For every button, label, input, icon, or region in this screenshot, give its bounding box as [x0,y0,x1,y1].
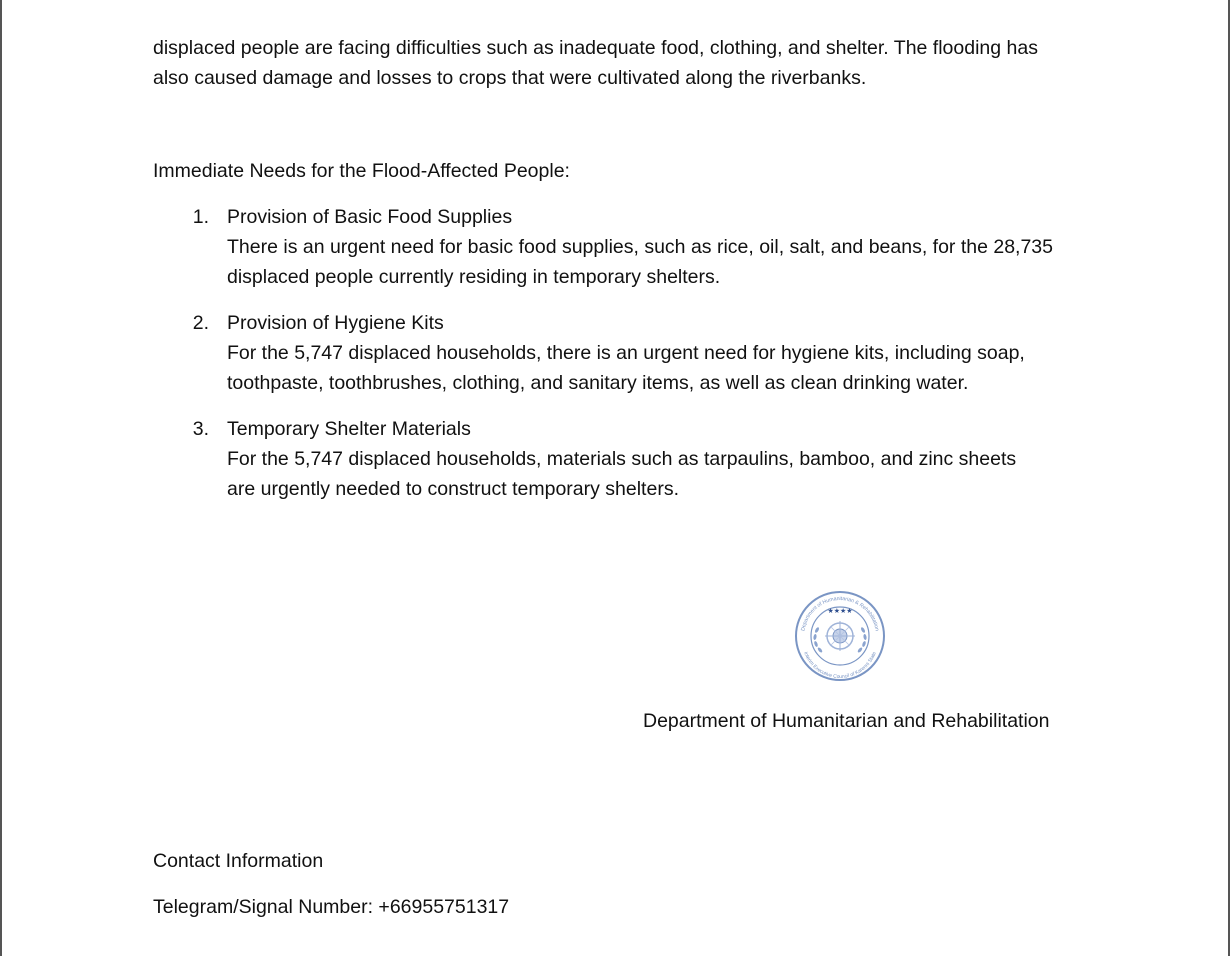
seal-bottom-text: Interim Executive Council of Karenni State [802,651,878,681]
item-description: For the 5,747 displaced households, materials such as tarpaulins, bamboo, and zinc sheets [227,448,1017,470]
intro-line-2: also caused damage and losses to crops that were cultivated along the riverbanks. [153,67,867,89]
item-description: are urgently needed to construct temporary shelters. [227,478,679,500]
item-number: 3. [192,418,209,440]
contact-heading: Contact Information [153,850,324,872]
seal-stars: ★★★★ [827,607,853,615]
item-title: Provision of Basic Food Supplies [227,206,513,228]
item-number: 2. [192,312,209,334]
signature-department: Department of Humanitarian and Rehabilitation [643,710,1050,732]
needs-heading: Immediate Needs for the Flood-Affected People: [153,160,570,182]
item-title: Temporary Shelter Materials [227,418,471,440]
item-description: There is an urgent need for basic food supplies, such as rice, oil, salt, and beans, for the 28,735 [227,236,1053,258]
contact-phone: Telegram/Signal Number: +66955751317 [153,896,510,918]
item-description: displaced people currently residing in temporary shelters. [227,266,721,288]
item-number: 1. [192,206,209,228]
seal-top-text: Department of Humanitarian & Rehabilitation [800,595,880,632]
intro-line-1: displaced people are facing difficulties such as inadequate food, clothing, and shelter. The flooding has [153,37,1038,59]
department-seal-icon [790,590,890,682]
item-description: For the 5,747 displaced households, there is an urgent need for hygiene kits, including soap, [227,342,1025,364]
item-description: toothpaste, toothbrushes, clothing, and sanitary items, as well as clean drinking water. [227,372,969,394]
item-title: Provision of Hygiene Kits [227,312,444,334]
